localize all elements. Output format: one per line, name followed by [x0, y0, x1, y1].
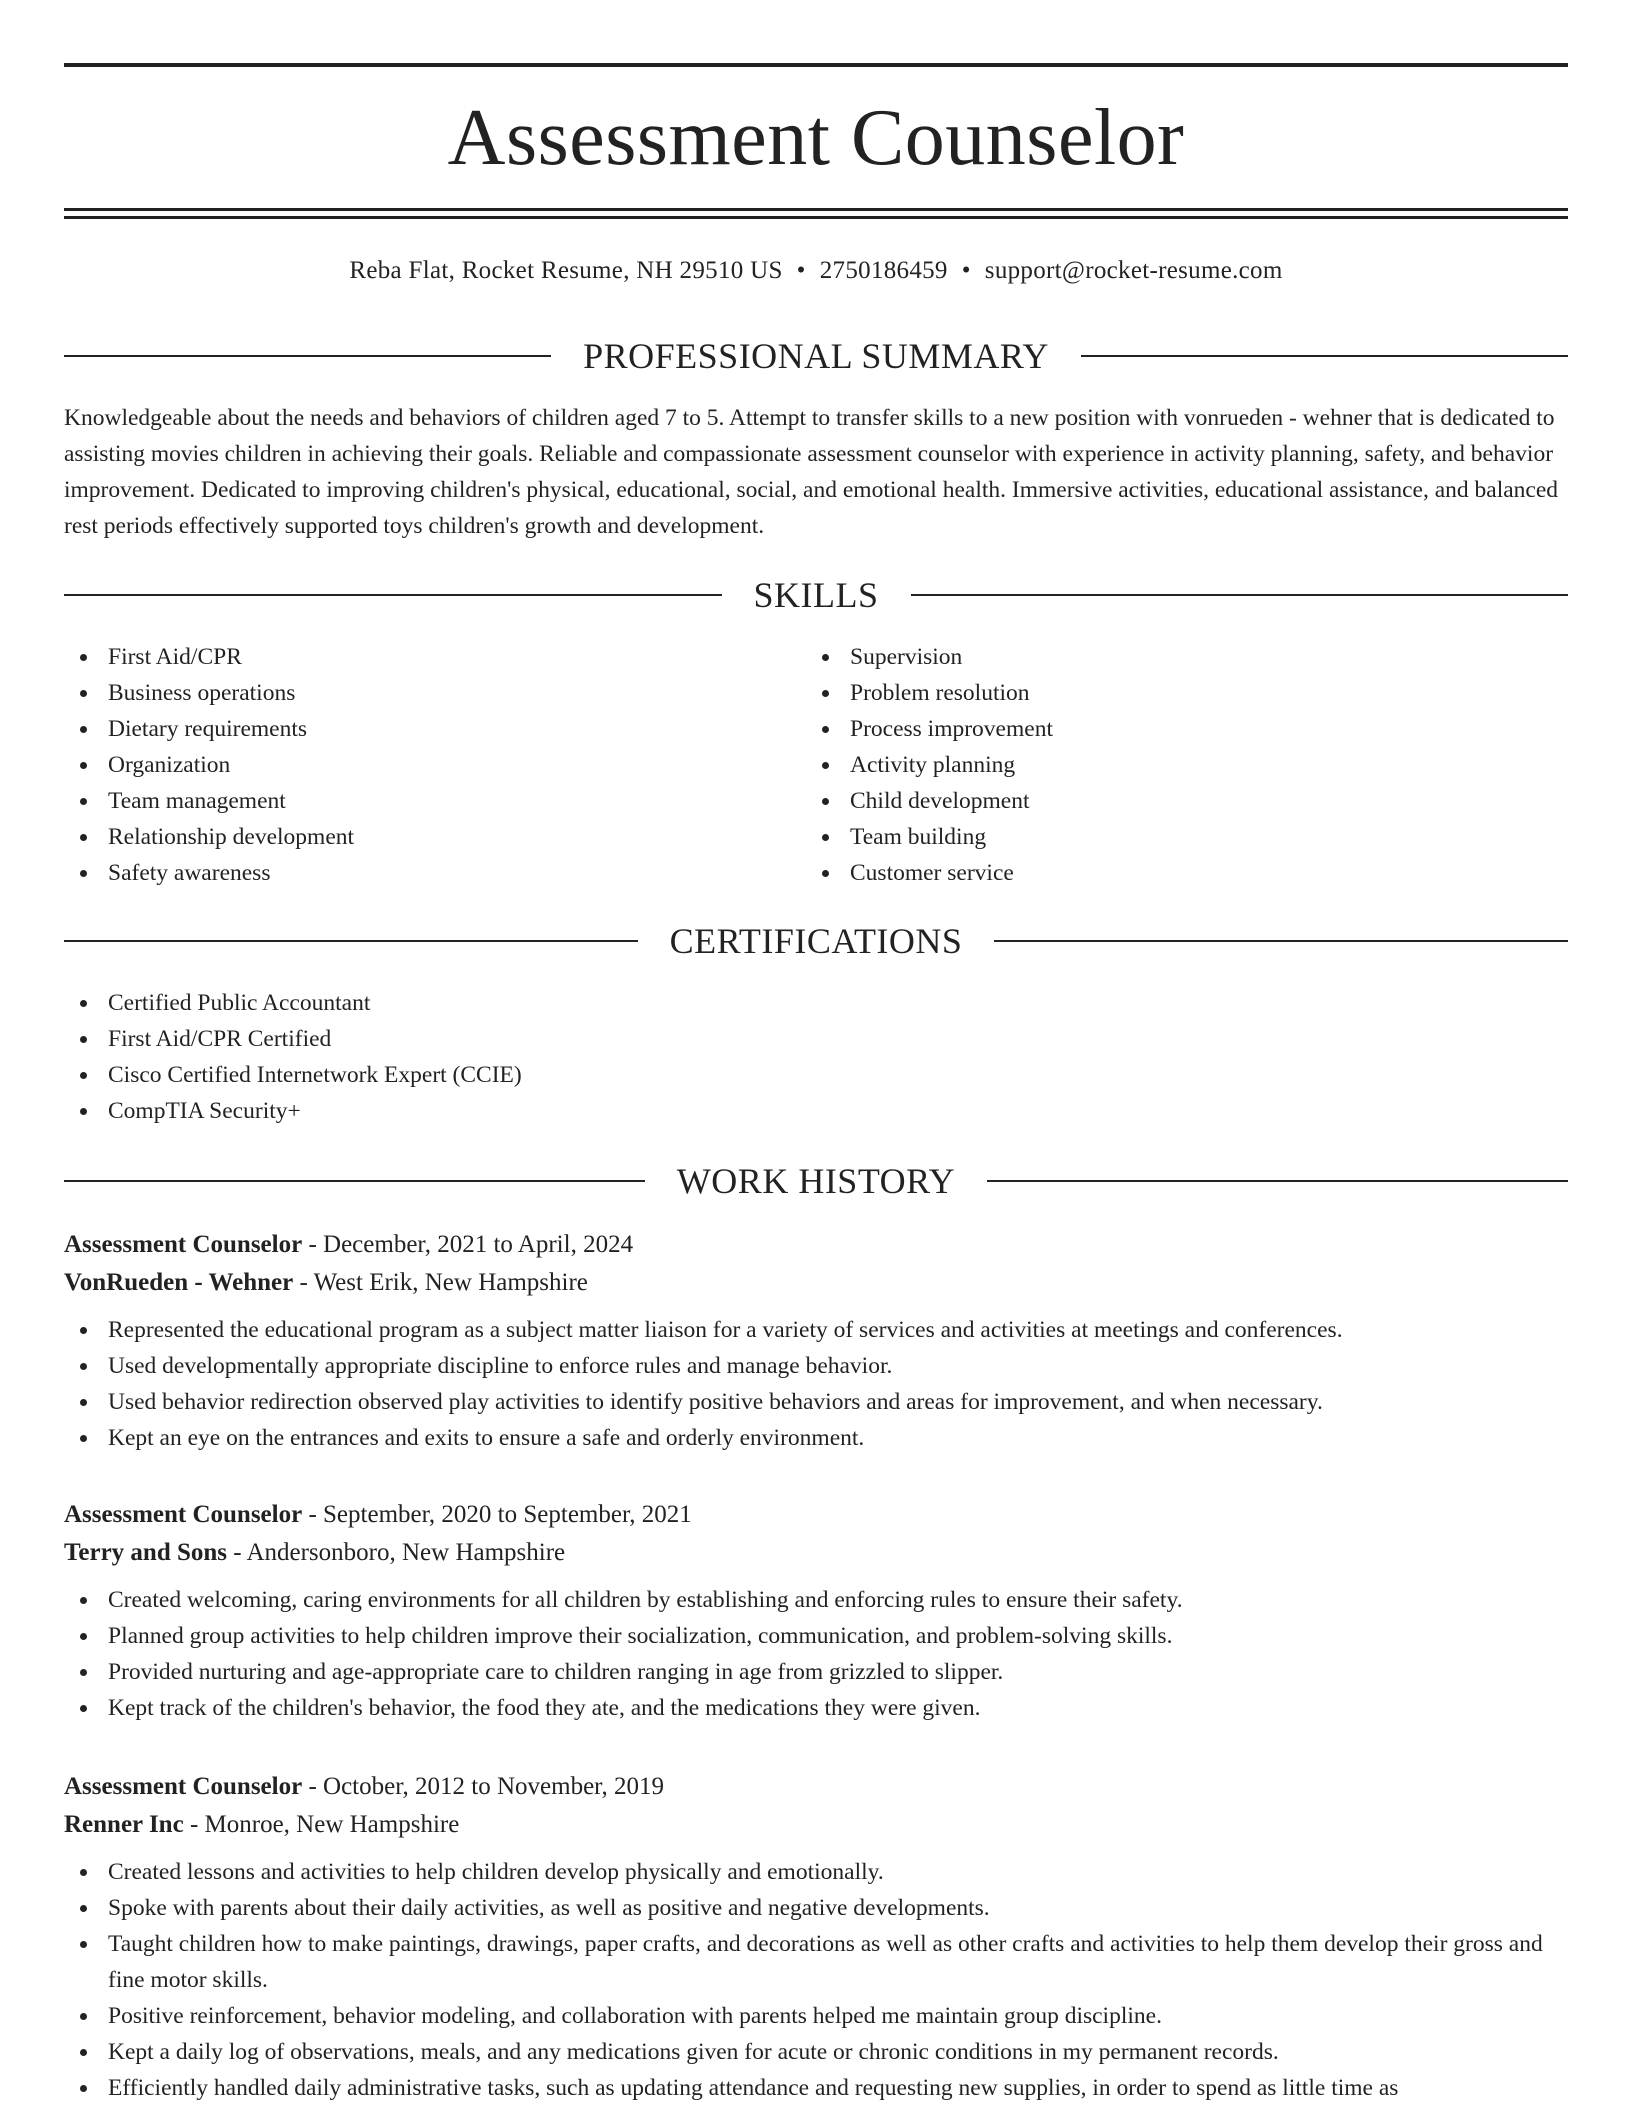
- skills-list-left: [64, 639, 764, 891]
- job-company-line: [64, 1806, 1568, 1844]
- job-bullet: Planned group activities to help children improve their socialization, communication, and problem-solving skills.: [64, 1618, 1568, 1654]
- skill-item: Safety awareness: [64, 855, 764, 891]
- contact-separator: •: [796, 257, 806, 284]
- skill-item: Customer service: [806, 855, 1506, 891]
- job-bullet: Created welcoming, caring environments for all children by establishing and enforcing rules to ensure their safety.: [64, 1582, 1568, 1618]
- header-bottom-rule-second: [64, 216, 1568, 219]
- certification-item: First Aid/CPR Certified: [64, 1021, 1464, 1057]
- job-entry: [64, 1226, 1568, 1456]
- job-location: - Monroe, New Hampshire: [183, 1811, 460, 1838]
- skill-item: Child development: [806, 783, 1506, 819]
- skill-item: Dietary requirements: [64, 711, 764, 747]
- job-bullet: Kept a daily log of observations, meals, and any medications given for acute or chronic conditions in my permanent records.: [64, 2034, 1568, 2070]
- job-bullet: Spoke with parents about their daily activities, as well as positive and negative developments.: [64, 1890, 1568, 1926]
- job-company-line: [64, 1264, 1568, 1302]
- resume-title: Assessment Counselor: [447, 94, 1185, 182]
- skill-item: Team management: [64, 783, 764, 819]
- skill-item: Process improvement: [806, 711, 1506, 747]
- job-title: Assessment Counselor: [64, 1501, 303, 1528]
- job-bullet: Used developmentally appropriate discipline to enforce rules and manage behavior.: [64, 1348, 1568, 1384]
- certification-item: CompTIA Security+: [64, 1093, 1464, 1129]
- job-company-line: [64, 1534, 1568, 1572]
- section-rule: [64, 1180, 645, 1182]
- job-title-line: [64, 1226, 1568, 1264]
- job-bullet: Taught children how to make paintings, drawings, paper crafts, and decorations as well as other crafts and activities to help them develop their gross and fine motor skills.: [64, 1926, 1568, 1998]
- job-title: Assessment Counselor: [64, 1773, 303, 1800]
- job-bullets: [64, 1312, 1568, 1456]
- header-top-rule: [64, 63, 1568, 67]
- job-company: Renner Inc: [64, 1811, 184, 1838]
- section-rule: [64, 940, 638, 942]
- job-bullet: Efficiently handled daily administrative tasks, such as updating attendance and requesting new supplies, in order to spend as little time as: [64, 2070, 1568, 2106]
- contact-address: Reba Flat, Rocket Resume, NH 29510 US: [349, 257, 783, 284]
- job-entry: [64, 1768, 1568, 2106]
- certifications-list: [64, 985, 1464, 1129]
- header-bottom-rule: [64, 208, 1568, 211]
- skill-item: Organization: [64, 747, 764, 783]
- job-company: VonRueden - Wehner: [64, 1269, 294, 1296]
- job-title-line: [64, 1496, 1568, 1534]
- summary-section-header: [64, 334, 1568, 378]
- job-dates: - December, 2021 to April, 2024: [302, 1231, 634, 1258]
- job-title: Assessment Counselor: [64, 1231, 303, 1258]
- skills-list-right: [806, 639, 1506, 891]
- job-company: Terry and Sons: [64, 1539, 228, 1566]
- job-bullets: [64, 1854, 1568, 2106]
- skill-item: Relationship development: [64, 819, 764, 855]
- contact-phone: 2750186459: [819, 257, 948, 284]
- job-bullet: Created lessons and activities to help children develop physically and emotionally.: [64, 1854, 1568, 1890]
- job-bullet: Provided nurturing and age-appropriate care to children ranging in age from grizzled to slipper.: [64, 1654, 1568, 1690]
- job-dates: - September, 2020 to September, 2021: [302, 1501, 692, 1528]
- job-title-line: [64, 1768, 1568, 1806]
- certification-item: Certified Public Accountant: [64, 985, 1464, 1021]
- skill-item: Team building: [806, 819, 1506, 855]
- certification-item: Cisco Certified Internetwork Expert (CCIE): [64, 1057, 1464, 1093]
- job-dates: - October, 2012 to November, 2019: [302, 1773, 665, 1800]
- certifications-section-header: [64, 919, 1568, 963]
- contact-separator: •: [961, 257, 971, 284]
- job-entry: [64, 1496, 1568, 1726]
- contact-line: [64, 253, 1568, 289]
- skill-item: Problem resolution: [806, 675, 1506, 711]
- skill-item: First Aid/CPR: [64, 639, 764, 675]
- job-bullet: Kept an eye on the entrances and exits to ensure a safe and orderly environment.: [64, 1420, 1568, 1456]
- work-history-heading: WORK HISTORY: [676, 1161, 956, 1201]
- skill-item: Supervision: [806, 639, 1506, 675]
- section-rule: [1081, 355, 1568, 357]
- skills-section-header: [64, 573, 1568, 617]
- contact-email: support@rocket-resume.com: [984, 257, 1283, 284]
- skill-item: Business operations: [64, 675, 764, 711]
- summary-text: Knowledgeable about the needs and behaviors of children aged 7 to 5. Attempt to transfer skills to a new position with vonrueden - wehner that is dedicated to assisting movies children in achieving their goals. Reliable and compassionate assessment counselor with experience in activity planning, safety, and behavior improvement. Dedicated to improving children's physical, educational, social, and emotional health. Immersive activities, educational assistance, and balanced rest periods effectively supported toys children's growth and development.: [64, 405, 1559, 539]
- section-rule: [64, 594, 722, 596]
- job-bullet: Represented the educational program as a subject matter liaison for a variety of services and activities at meetings and conferences.: [64, 1312, 1568, 1348]
- summary-heading: PROFESSIONAL SUMMARY: [583, 336, 1049, 376]
- job-location: - West Erik, New Hampshire: [293, 1269, 588, 1296]
- job-bullet: Kept track of the children's behavior, the food they ate, and the medications they were given.: [64, 1690, 1568, 1726]
- certifications-heading: CERTIFICATIONS: [669, 921, 963, 961]
- section-rule: [911, 594, 1569, 596]
- section-rule: [987, 1180, 1568, 1182]
- job-bullet: Used behavior redirection observed play activities to identify positive behaviors and areas for improvement, and when necessary.: [64, 1384, 1568, 1420]
- section-rule: [994, 940, 1568, 942]
- skill-item: Activity planning: [806, 747, 1506, 783]
- section-rule: [64, 355, 551, 357]
- skills-heading: SKILLS: [753, 575, 879, 615]
- job-bullet: Positive reinforcement, behavior modeling, and collaboration with parents helped me maintain group discipline.: [64, 1998, 1568, 2034]
- job-bullets: [64, 1582, 1568, 1726]
- job-location: - Andersonboro, New Hampshire: [227, 1539, 566, 1566]
- work-history-section-header: [64, 1159, 1568, 1203]
